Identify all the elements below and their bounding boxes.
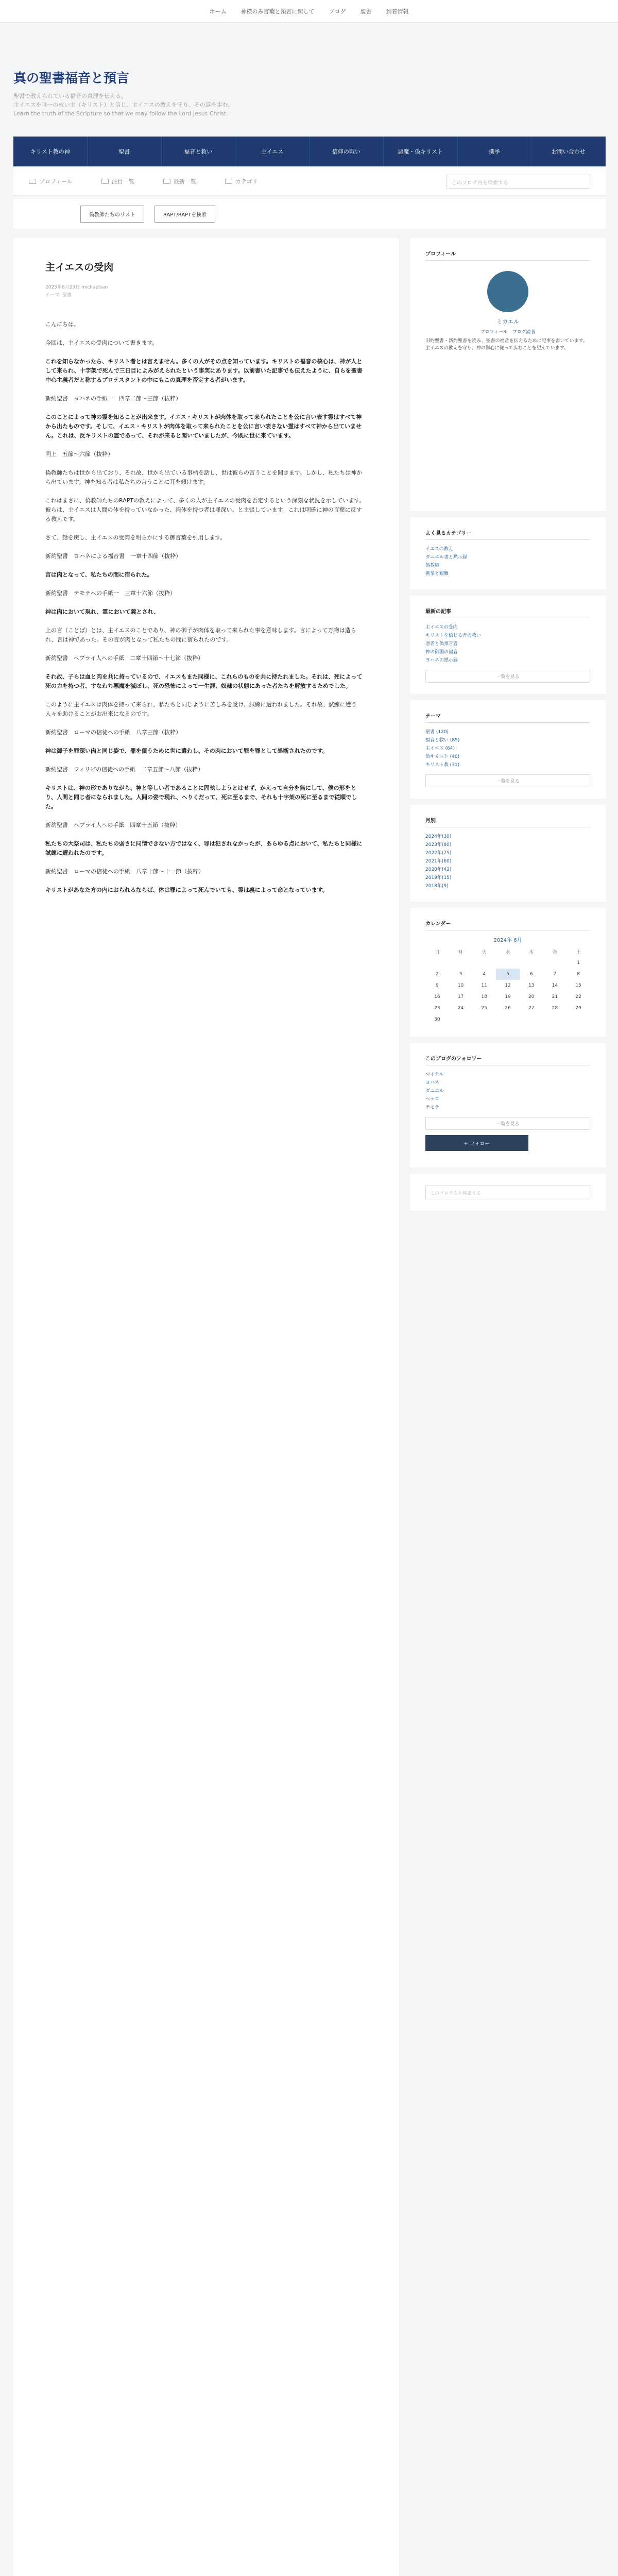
banner-rapt[interactable]: RAPT/RAPTを検索 <box>154 206 215 223</box>
calendar-date: 18 <box>481 994 487 999</box>
scripture-quote: それ故、子らは血と肉を共に持っているので、イエスもまた同様に、これらのものを共に持たれました。それは、死によって死の力を持つ者、すなわち悪魔を滅ぼし、死の恐怖によって一生涯、奴隷の状態にあった者たちを解放するためでした。 <box>45 673 363 689</box>
calendar-day-header: 火 <box>482 950 487 955</box>
calendar-date: 23 <box>434 1006 440 1011</box>
site-desc-2: 主イエスを唯一の救い主（キリスト）と信じ、主イエスの教えを守り、その道を歩む。 <box>13 101 234 108</box>
list-icon <box>163 179 170 184</box>
recent-link[interactable]: キリストを信じる者の救い <box>425 633 481 638</box>
follower-link[interactable]: ダニエル <box>425 1089 444 1094</box>
site-desc-3: Learn the truth of the Scripture so that we may follow the Lord Jesus Christ. <box>13 110 228 117</box>
archive-link[interactable]: 2024年(30) <box>425 834 452 839</box>
search-input[interactable]: このブログ内を検索する <box>446 175 590 189</box>
sidebar-search-widget <box>410 1174 606 1211</box>
paragraph: 上の言（ことば）とは、主イエスのことであり、神の御子が肉体を取って来られた事を意味します。言によって万物は造られ、言は神であった。その言が肉となって私たちの間に宿られたのです。 <box>45 627 356 643</box>
widget-heading: カレンダー <box>425 919 590 930</box>
archive-link[interactable]: 2023年(80) <box>425 842 452 848</box>
gnav-item[interactable]: キリスト教の神 <box>13 137 88 166</box>
calendar-date: 13 <box>528 983 535 988</box>
global-nav <box>13 137 606 166</box>
theme-link[interactable]: キリスト教 (31) <box>425 762 460 768</box>
widget-heading: 月別 <box>425 816 590 827</box>
recent-link[interactable]: 悪霊と偽預言者 <box>425 641 458 647</box>
calendar-day-header: 水 <box>505 950 510 955</box>
calendar-date: 4 <box>483 972 486 977</box>
subnav-label: プロフィール <box>39 178 73 185</box>
scripture-quote: キリストがあなた方の内におられるならば、体は罪によって死んでいても、霊は義によって命となっています。 <box>45 887 328 893</box>
follower-link[interactable]: テモテ <box>425 1105 440 1110</box>
article <box>13 238 399 2576</box>
subnav-label: カテゴリ <box>235 178 258 185</box>
subnav-featured[interactable] <box>101 177 134 185</box>
paragraph: このように主イエスは肉体を持って来られ、私たちと同じように苦しみを受け、試練に遭われました。それ故、試練に遭う人々を助けることがお出来になるのです。 <box>45 701 357 717</box>
subnav-label: 最新一覧 <box>173 178 196 185</box>
gnav-item[interactable]: 主イエス <box>235 137 310 166</box>
calendar-date <box>496 957 520 969</box>
paragraph: 偽教師たちは世から出ており、それ故、世から出ている事柄を話し、世は彼らの言うことを聞きます。しかし、私たちは神から出ています。神を知る者は私たちの言うことに耳を傾けます。 <box>45 469 363 485</box>
subnav-category[interactable] <box>225 177 258 185</box>
theme-link[interactable]: 偽キリスト (40) <box>425 754 460 759</box>
calendar-date <box>520 1014 543 1025</box>
post-title[interactable]: 主イエスの受肉 <box>45 262 114 273</box>
follow-widget <box>410 1043 606 1167</box>
paragraph: こんにちは。 <box>45 321 79 328</box>
gnav-item[interactable]: お問い合わせ <box>531 137 606 166</box>
calendar-month[interactable]: 2024年 6月 <box>493 938 522 943</box>
calendar-table <box>425 946 590 1025</box>
site-title[interactable]: 真の聖書福音と預言 <box>13 71 130 86</box>
calendar-date <box>472 957 496 969</box>
scripture-ref: 新約聖書 ヨハネによる福音書 一章十四節（抜粋） <box>45 553 181 560</box>
widget-heading: プロフィール <box>425 249 590 261</box>
calendar-day-header: 土 <box>576 950 581 955</box>
calendar-day-header: 日 <box>435 950 440 955</box>
calendar-widget <box>410 908 606 1037</box>
calendar-date: 14 <box>552 983 558 988</box>
sidebar <box>410 238 606 1217</box>
calendar-date <box>566 1014 590 1025</box>
calendar-date <box>449 1014 473 1025</box>
paragraph: さて、話を戻し、主イエスの受肉を明らかにする御言葉を引用します。 <box>45 534 226 541</box>
category-widget <box>410 517 606 589</box>
recent-widget <box>410 596 606 694</box>
calendar-date: 10 <box>457 983 464 988</box>
sidebar-search-input[interactable]: このブログ内を検索する <box>425 1185 590 1199</box>
recent-link[interactable]: 神の御国の福音 <box>425 650 458 655</box>
paragraph: これはまさに、偽教師たちのRAPTの教えによって、多くの人が主イエスの受肉を否定するという深刻な状況を示しています。彼らは、主イエスは人間の体を持っていなかった、肉体を持つ者は罪深い、と主張しています。これは明確に神の言葉に反する教えです。 <box>45 497 365 522</box>
calendar-date <box>520 957 543 969</box>
category-link[interactable]: 携挙と艱難 <box>425 571 449 577</box>
scripture-quote: 私たちの大祭司は、私たちの弱さに同情できない方ではなく、罪は犯されなかったが、あらゆる点において、私たちと同様に試練に遭われたのです。 <box>45 840 363 856</box>
follow-button[interactable]: + フォロー <box>425 1135 528 1151</box>
calendar-date: 8 <box>577 972 580 977</box>
topnav-bible[interactable]: 聖書 <box>360 8 372 15</box>
gnav-item[interactable]: 悪魔・偽キリスト <box>384 137 458 166</box>
post-category[interactable]: テーマ: 聖書 <box>45 293 72 298</box>
folder-icon <box>225 179 232 184</box>
post-meta <box>45 284 367 299</box>
sub-nav <box>13 167 606 196</box>
scripture-quote: このことによって神の霊を知ることが出来ます。イエス・キリストが肉体を取って来られたことを公に言い表す霊はすべて神から出たものです。そして、イエス・キリストが肉体を取って来られたことを公に言い表さない霊はすべて神から出ていません。これは、反キリストの霊であって、それが来ると聞いていましたが、今既に世に来ています。 <box>45 414 362 439</box>
calendar-date: 21 <box>552 994 558 999</box>
follower-link[interactable]: ヨハネ <box>425 1080 440 1086</box>
calendar-date: 15 <box>575 983 581 988</box>
paragraph: これを知らなかったら、キリスト者とは言えません。多くの人がその点を知っています。キリストの福音の核心は、神が人として来られ、十字架で死んで三日目によみがえられたという事実にあります。以前書いた記事でも伝えたように、自らを聖書中心主義者だと称するプロテスタントの中にもこの真理を否定する者がいます。 <box>45 358 363 383</box>
calendar-date <box>543 957 567 969</box>
theme-link[interactable]: 主イエス (64) <box>425 746 455 751</box>
banner-row <box>13 199 606 229</box>
calendar-date <box>472 1014 496 1025</box>
calendar-date: 30 <box>434 1017 440 1022</box>
theme-link[interactable]: 福音と救い (85) <box>425 738 460 743</box>
archive-link[interactable]: 2022年(75) <box>425 851 452 856</box>
calendar-date <box>496 1014 520 1025</box>
topnav-home[interactable]: ホーム <box>209 8 227 15</box>
calendar-date: 28 <box>552 1006 558 1011</box>
subnav-label: 注目一覧 <box>111 178 134 185</box>
calendar-date: 20 <box>528 994 535 999</box>
more-button[interactable]: 一覧を見る <box>425 1117 590 1130</box>
profile-text: 旧約聖書・新約聖書を読み、聖書の福音を伝えるために記事を書いています。主イエスの教えを守り、神の御心に従って歩むことを望んでいます。 <box>425 338 588 351</box>
follower-link[interactable]: マイケル <box>425 1072 444 1077</box>
scripture-ref: 新約聖書 フィリピの信徒への手紙 二章五節〜八節（抜粋） <box>45 766 204 773</box>
widget-heading: 最新の記事 <box>425 607 590 618</box>
calendar-date: 3 <box>459 972 462 977</box>
archive-link[interactable]: 2020年(42) <box>425 867 452 872</box>
paragraph: 今回は、主イエスの受肉について書きます。 <box>45 340 158 346</box>
scripture-quote: キリストは、神の形でありながら、神と等しい者であることに固執しようとはせず、かえって自分を無にして、僕の形をとり、人間と同じ者になられました。人間の姿で現れ、へりくだって、死に至るまで、それも十字架の死に至るまで従順でした。 <box>45 785 357 810</box>
top-navbar <box>0 0 618 23</box>
scripture-quote: 神は御子を罪深い肉と同じ姿で、罪を償うために世に遣わし、その肉において罪を罪として処断されたのです。 <box>45 748 328 754</box>
widget-heading: このブログのフォロワー <box>425 1054 590 1065</box>
scripture-ref: 新約聖書 ローマの信徒への手紙 八章十節〜十一節（抜粋） <box>45 868 204 875</box>
calendar-date <box>425 957 449 969</box>
more-button[interactable]: 一覧を見る <box>425 774 590 787</box>
post-date: 2023年6月23日 michaelsan <box>45 285 108 290</box>
recent-link[interactable]: ヨハネの黙示録 <box>425 658 458 663</box>
calendar-date: 6 <box>529 972 533 977</box>
category-link[interactable]: 偽教師 <box>425 563 440 568</box>
calendar-day-header: 木 <box>529 950 534 955</box>
calendar-date <box>449 957 473 969</box>
calendar-date: 22 <box>575 994 581 999</box>
widget-heading: テーマ <box>425 711 590 723</box>
category-link[interactable]: イエスの教え <box>425 547 453 552</box>
calendar-date: 2 <box>435 972 439 977</box>
calendar-date: 16 <box>434 994 440 999</box>
gnav-item[interactable]: 信仰の戦い <box>310 137 384 166</box>
gnav-item[interactable]: 携挙 <box>458 137 532 166</box>
subnav-latest[interactable] <box>163 177 196 185</box>
widget-heading: よく見るカテゴリー <box>425 529 590 540</box>
theme-widget <box>410 700 606 799</box>
avatar[interactable] <box>487 271 528 312</box>
theme-link[interactable]: 聖書 (120) <box>425 730 449 735</box>
scripture-ref: 新約聖書 ヘブライ人への手紙 四章十五節（抜粋） <box>45 822 181 828</box>
follower-link[interactable]: ペテロ <box>425 1097 440 1102</box>
post-body <box>45 320 367 895</box>
subnav-profile[interactable] <box>29 177 73 185</box>
gnav-item[interactable]: 福音と救い <box>162 137 236 166</box>
calendar-date: 11 <box>481 983 487 988</box>
site-desc-1: 聖書で教えられている福音の真理を伝える。 <box>13 93 127 99</box>
scripture-ref: 新約聖書 ローマの信徒への手紙 八章三節（抜粋） <box>45 729 181 736</box>
archive-widget <box>410 805 606 902</box>
calendar-date: 1 <box>577 960 580 965</box>
topnav-news[interactable]: 到着情報 <box>386 8 409 15</box>
scripture-ref: 新約聖書 ヘブライ人への手紙 二章十四節〜十七節（抜粋） <box>45 655 204 662</box>
calendar-date: 7 <box>553 972 557 977</box>
more-button[interactable]: 一覧を見る <box>425 670 590 683</box>
calendar-date: 12 <box>505 983 511 988</box>
profile-links[interactable]: プロフィール ブログ読者 <box>480 330 536 335</box>
profile-icon <box>29 179 36 184</box>
topnav-blog[interactable]: ブログ <box>329 8 346 15</box>
calendar-date: 9 <box>435 983 439 988</box>
calendar-date[interactable]: 5 <box>496 969 520 980</box>
calendar-date: 25 <box>481 1006 487 1011</box>
archive-link[interactable]: 2021年(60) <box>425 859 452 864</box>
profile-widget <box>410 238 606 511</box>
recent-link[interactable]: 主イエスの受肉 <box>425 625 458 630</box>
calendar-date: 27 <box>528 1006 535 1011</box>
archive-link[interactable]: 2018年(9) <box>425 884 449 889</box>
scripture-ref: 同上 五節〜六節（抜粋） <box>45 451 113 457</box>
calendar-day-header: 金 <box>552 950 557 955</box>
calendar-date <box>543 1014 567 1025</box>
calendar-day-header: 月 <box>458 950 464 955</box>
calendar-date: 26 <box>505 1006 511 1011</box>
archive-link[interactable]: 2019年(15) <box>425 875 452 880</box>
calendar-date: 24 <box>457 1006 464 1011</box>
calendar-date: 19 <box>505 994 511 999</box>
calendar-date: 29 <box>575 1006 581 1011</box>
scripture-ref: 新約聖書 ヨハネの手紙一 四章二節〜三節（抜粋） <box>45 395 181 402</box>
profile-name[interactable]: ミカエル <box>496 318 519 325</box>
category-link[interactable]: ダニエル書と黙示録 <box>425 555 468 560</box>
calendar-date: 17 <box>457 994 464 999</box>
scripture-quote: 言は肉となって、私たちの間に宿られた。 <box>45 571 153 578</box>
banner-false-teachers[interactable]: 偽教師たちのリスト <box>80 206 144 223</box>
topnav-about[interactable]: 神様のみ言葉と預言に関して <box>241 8 315 15</box>
list-icon <box>101 179 109 184</box>
scripture-quote: 神は肉において現れ、霊において義とされ、 <box>45 608 160 615</box>
gnav-item[interactable]: 聖書 <box>88 137 162 166</box>
scripture-ref: 新約聖書 テモテへの手紙一 三章十六節（抜粋） <box>45 590 176 597</box>
